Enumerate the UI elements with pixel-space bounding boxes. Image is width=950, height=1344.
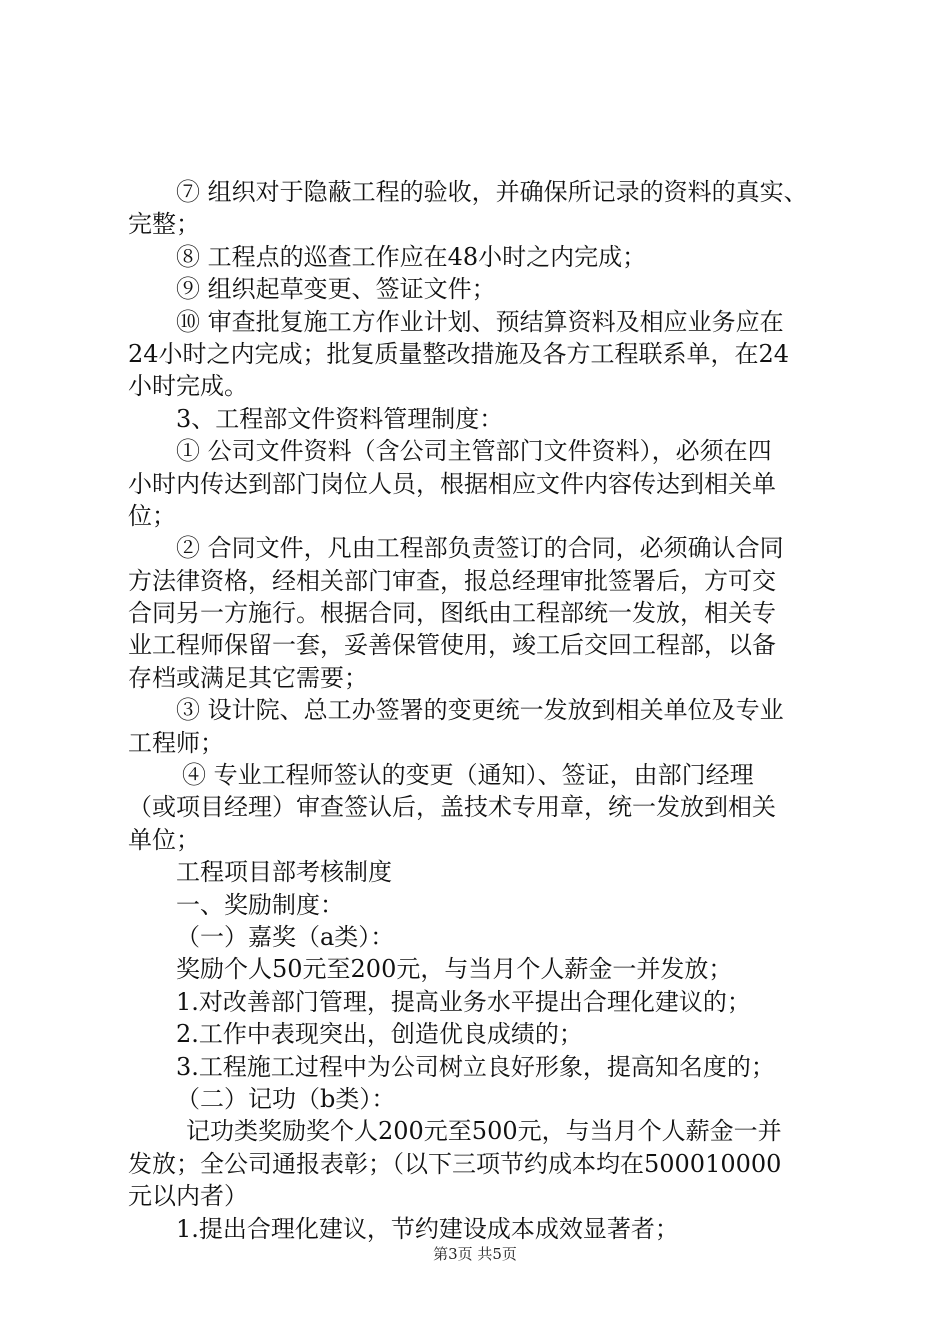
text-line: 业工程师保留一套，妥善保管使用，竣工后交回工程部，以备 bbox=[128, 631, 776, 660]
text-line: ⑩ 审查批复施工方作业计划、预结算资料及相应业务应在 bbox=[176, 307, 784, 336]
text-line: 记功类奖励奖个人200元至500元，与当月个人薪金一并 bbox=[186, 1117, 782, 1146]
text-line: ① 公司文件资料（含公司主管部门文件资料），必须在四 bbox=[176, 437, 772, 466]
list-item: 2.工作中表现突出，创造优良成绩的； bbox=[176, 1020, 583, 1049]
list-item: 1.对改善部门管理，提高业务水平提出合理化建议的； bbox=[176, 987, 751, 1016]
list-item: 1.提出合理化建议，节约建设成本成效显著者； bbox=[176, 1214, 679, 1243]
text-line: 小时完成。 bbox=[128, 372, 248, 401]
text-line: ⑨ 组织起草变更、签证文件； bbox=[176, 275, 496, 304]
text-line: 合同另一方施行。根据合同，图纸由工程部统一发放，相关专 bbox=[128, 599, 776, 628]
text-line: 24小时之内完成；批复质量整改措施及各方工程联系单，在24 bbox=[128, 339, 790, 368]
text-line: 工程师； bbox=[128, 728, 224, 757]
section-heading: 工程项目部考核制度 bbox=[176, 858, 392, 887]
text-line: 完整； bbox=[128, 210, 200, 239]
text-line: 单位； bbox=[128, 825, 200, 854]
text-line: 方法律资格，经相关部门审查，报总经理审批签署后，方可交 bbox=[128, 566, 776, 595]
page-number-footer: 第3页 共5页 bbox=[433, 1245, 517, 1263]
text-line: （或项目经理）审查签认后，盖技术专用章，统一发放到相关 bbox=[128, 793, 776, 822]
text-line: 发放；全公司通报表彰；（以下三项节约成本均在500010000 bbox=[128, 1149, 782, 1178]
text-line: ⑧ 工程点的巡查工作应在48小时之内完成； bbox=[176, 242, 647, 271]
text-line: ④ 专业工程师签认的变更（通知）、签证，由部门经理 bbox=[182, 761, 754, 790]
text-line: ② 合同文件，凡由工程部负责签订的合同，必须确认合同 bbox=[176, 534, 784, 563]
text-line: 存档或满足其它需要； bbox=[128, 663, 368, 692]
text-line: ⑦ 组织对于隐蔽工程的验收，并确保所记录的资料的真实、 bbox=[176, 178, 808, 206]
subsection-heading: （一）嘉奖（a类）： bbox=[176, 922, 395, 951]
text-line: 小时内传达到部门岗位人员，根据相应文件内容传达到相关单 bbox=[128, 469, 776, 498]
text-line: 元以内者） bbox=[128, 1182, 248, 1211]
text-line: 奖励个人50元至200元，与当月个人薪金一并发放； bbox=[176, 955, 733, 984]
text-line: 位； bbox=[128, 501, 176, 530]
section-heading: 一、奖励制度： bbox=[176, 890, 344, 919]
document-body bbox=[128, 176, 834, 1245]
list-item: 3.工程施工过程中为公司树立良好形象，提高知名度的； bbox=[176, 1052, 775, 1081]
text-line: ③ 设计院、总工办签署的变更统一发放到相关单位及专业 bbox=[176, 696, 784, 725]
subsection-heading: （二）记功（b类）： bbox=[176, 1084, 396, 1113]
section-heading: 3、工程部文件资料管理制度： bbox=[176, 404, 504, 433]
